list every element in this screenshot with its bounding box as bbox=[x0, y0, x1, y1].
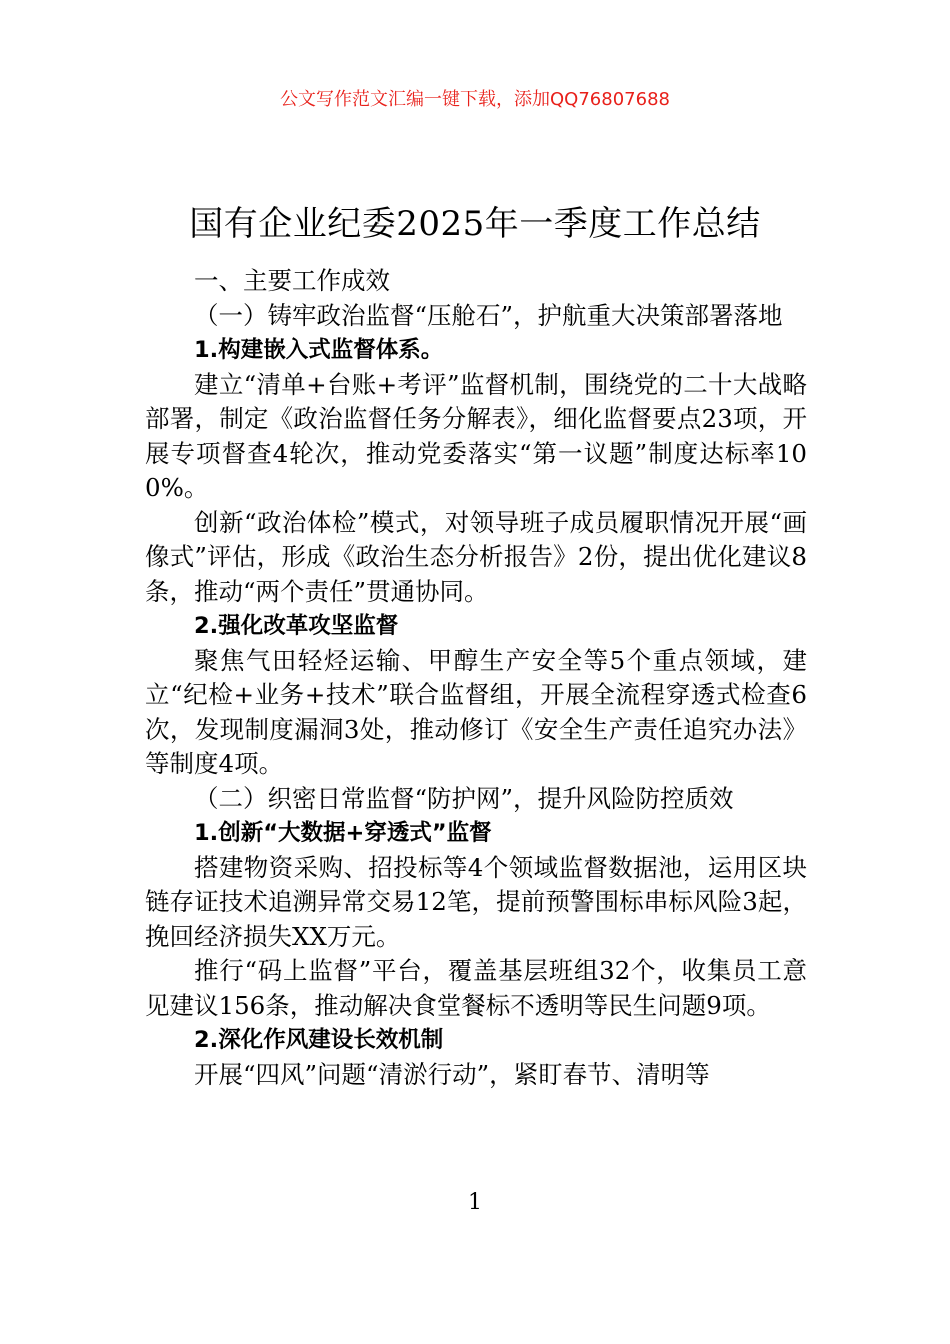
body-paragraph: 聚焦气田轻烃运输、甲醇生产安全等5个重点领域，建立“纪检+业务+技术”联合监督组，开展全流程穿透式检查6次，发现制度漏洞3处，推动修订《安全生产责任追究办法》等制度4项。 bbox=[145, 645, 807, 778]
download-notice: 公文写作范文汇编一键下载，添加QQ76807688 bbox=[280, 89, 670, 110]
body-paragraph: 开展“四风”问题“清淤行动”，紧盯春节、清明等 bbox=[194, 1059, 710, 1089]
item-heading: 2.深化作风建设长效机制 bbox=[194, 1027, 444, 1053]
item-heading: 1.创新“大数据+穿透式”监督 bbox=[194, 820, 492, 846]
body-paragraph: 搭建物资采购、招投标等4个领域监督数据池，运用区块链存证技术追溯异常交易12笔，提前预警围标串标风险3起，挽回经济损失XX万元。 bbox=[145, 852, 807, 951]
body-paragraph: 建立“清单+台账+考评”监督机制，围绕党的二十大战略部署，制定《政治监督任务分解表》，细化监督要点23项，开展专项督查4轮次，推动党委落实“第一议题”制度达标率100%。 bbox=[145, 369, 807, 502]
section-heading: 一、主要工作成效 bbox=[194, 266, 390, 295]
subsection-heading: （二）织密日常监督“防护网”，提升风险防控质效 bbox=[194, 783, 734, 813]
subsection-heading: （一）铸牢政治监督“压舱石”，护航重大决策部署落地 bbox=[194, 300, 783, 330]
body-paragraph: 创新“政治体检”模式，对领导班子成员履职情况开展“画像式”评估，形成《政治生态分析报告》2份，提出优化建议8条，推动“两个责任”贯通协同。 bbox=[145, 507, 807, 606]
item-heading: 1.构建嵌入式监督体系。 bbox=[194, 337, 444, 363]
document-body bbox=[145, 264, 807, 1092]
item-heading: 2.强化改革攻坚监督 bbox=[194, 613, 399, 639]
document-title: 国有企业纪委2025年一季度工作总结 bbox=[189, 203, 761, 244]
body-paragraph: 推行“码上监督”平台，覆盖基层班组32个，收集员工意见建议156条，推动解决食堂餐标不透明等民生问题9项。 bbox=[145, 956, 807, 1020]
page-number: 1 bbox=[468, 1190, 482, 1215]
